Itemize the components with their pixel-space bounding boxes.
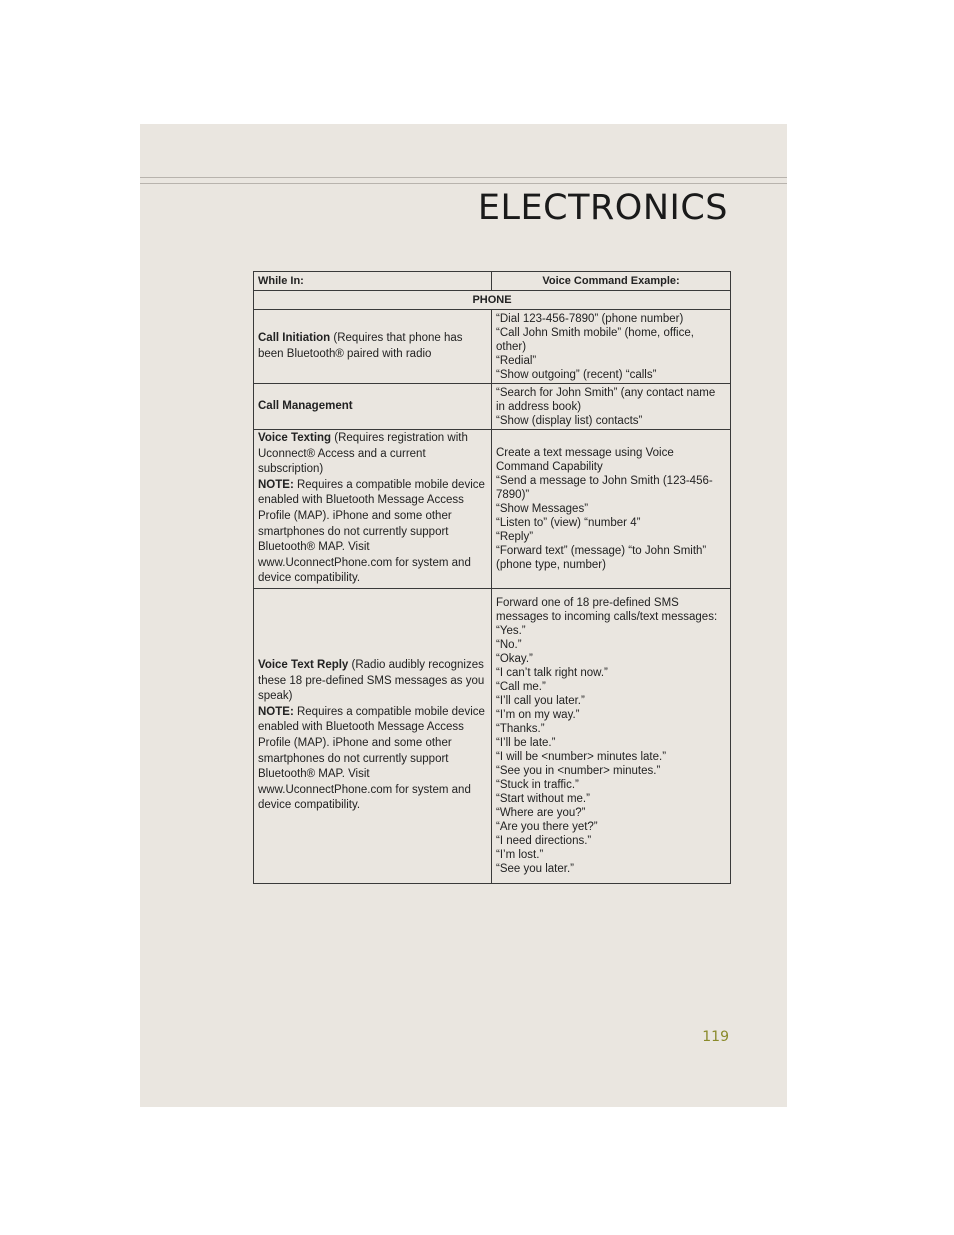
command-line: “Show Messages” (496, 502, 589, 515)
command-line: “Redial” (496, 354, 537, 367)
feature-name: Voice Texting (258, 432, 332, 444)
command-line: “See you in <number> minutes.” (496, 764, 661, 777)
command-cell (492, 588, 731, 883)
command-line: “I’m lost.” (496, 848, 544, 861)
feature-cell (254, 430, 492, 589)
feature-cell (254, 310, 492, 384)
command-line: “Okay.” (496, 652, 533, 665)
command-line: “I need directions.” (496, 834, 592, 847)
feature-note: (Requires that phone has been Bluetooth® paired with radio (258, 331, 463, 360)
command-line: “Call me.” (496, 680, 546, 693)
command-line: “Dial 123-456-7890” (phone number) (496, 312, 684, 325)
command-line: Create a text message using Voice Command Capability (496, 446, 674, 473)
voice-command-table (253, 271, 731, 884)
header-while-in: While In: (254, 272, 492, 291)
command-cell (492, 430, 731, 589)
command-line: “I’m on my way.” (496, 708, 580, 721)
command-line: “Yes.” (496, 624, 526, 637)
command-line: “Search for John Smith” (any contact name in address book) (496, 386, 716, 413)
table-section-row (254, 291, 731, 310)
table-header-row (254, 272, 731, 291)
command-line: “Show (display list) contacts” (496, 414, 643, 427)
table-row (254, 430, 731, 589)
note-label: NOTE: (258, 478, 294, 491)
command-line: “Start without me.” (496, 792, 590, 805)
command-line: “I will be <number> minutes late.” (496, 750, 667, 763)
feature-name: Call Management (258, 399, 353, 412)
command-line: “Call John Smith mobile” (home, office, other) (496, 326, 694, 353)
feature-note: (Requires registration with Uconnect® Access and a current subscription) (258, 432, 468, 476)
feature-cell (254, 588, 492, 883)
command-line: “Where are you?” (496, 806, 586, 819)
command-cell (492, 310, 731, 384)
feature-cell (254, 384, 492, 430)
header-rule-bottom (140, 183, 787, 184)
header-rule-top (140, 177, 787, 178)
page-number: 119 (702, 1029, 729, 1045)
command-line: “Reply” (496, 530, 534, 543)
table-row (254, 588, 731, 883)
command-line: “Listen to” (view) “number 4” (496, 516, 641, 529)
command-line: “I can’t talk right now.” (496, 666, 608, 679)
note-text: Requires a compatible mobile device enabled with Bluetooth Message Access Profile (MAP). iPhone and some other smartphones do not currently support Bluetooth® MAP. Visit www.UconnectPhone.com for system and device compatibility. (258, 705, 485, 812)
section-label-phone: PHONE (254, 291, 731, 310)
table-row (254, 310, 731, 384)
command-line: “Stuck in traffic.” (496, 778, 579, 791)
feature-name: Call Initiation (258, 331, 331, 344)
command-line: “See you later.” (496, 862, 574, 875)
command-line: “I’ll call you later.” (496, 694, 585, 707)
command-line: “Show outgoing” (recent) “calls” (496, 368, 657, 381)
command-line: “No.” (496, 638, 522, 651)
command-line: “Send a message to John Smith (123-456-7890)” (496, 474, 713, 501)
command-line: Forward one of 18 pre-defined SMS messages to incoming calls/text messages: (496, 596, 718, 623)
page-panel (140, 124, 787, 1107)
note-text: Requires a compatible mobile device enabled with Bluetooth Message Access Profile (MAP). iPhone and some other smartphones do not currently support Bluetooth® MAP. Visit www.UconnectPhone.com for system and device compatibility. (258, 478, 485, 585)
command-line: “I’ll be late.” (496, 736, 556, 749)
command-cell (492, 384, 731, 430)
command-line: “Forward text” (message) “to John Smith” (phone type, number) (496, 544, 707, 571)
feature-name: Voice Text Reply (258, 658, 349, 671)
command-line: “Are you there yet?” (496, 820, 598, 833)
feature-note: (Radio audibly recognizes these 18 pre-defined SMS messages as you speak) (258, 658, 485, 703)
table-row (254, 384, 731, 430)
note-label: NOTE: (258, 705, 294, 718)
header-voice-command: Voice Command Example: (492, 272, 731, 291)
command-line: “Thanks.” (496, 722, 545, 735)
section-title: ELECTRONICS (477, 188, 728, 228)
